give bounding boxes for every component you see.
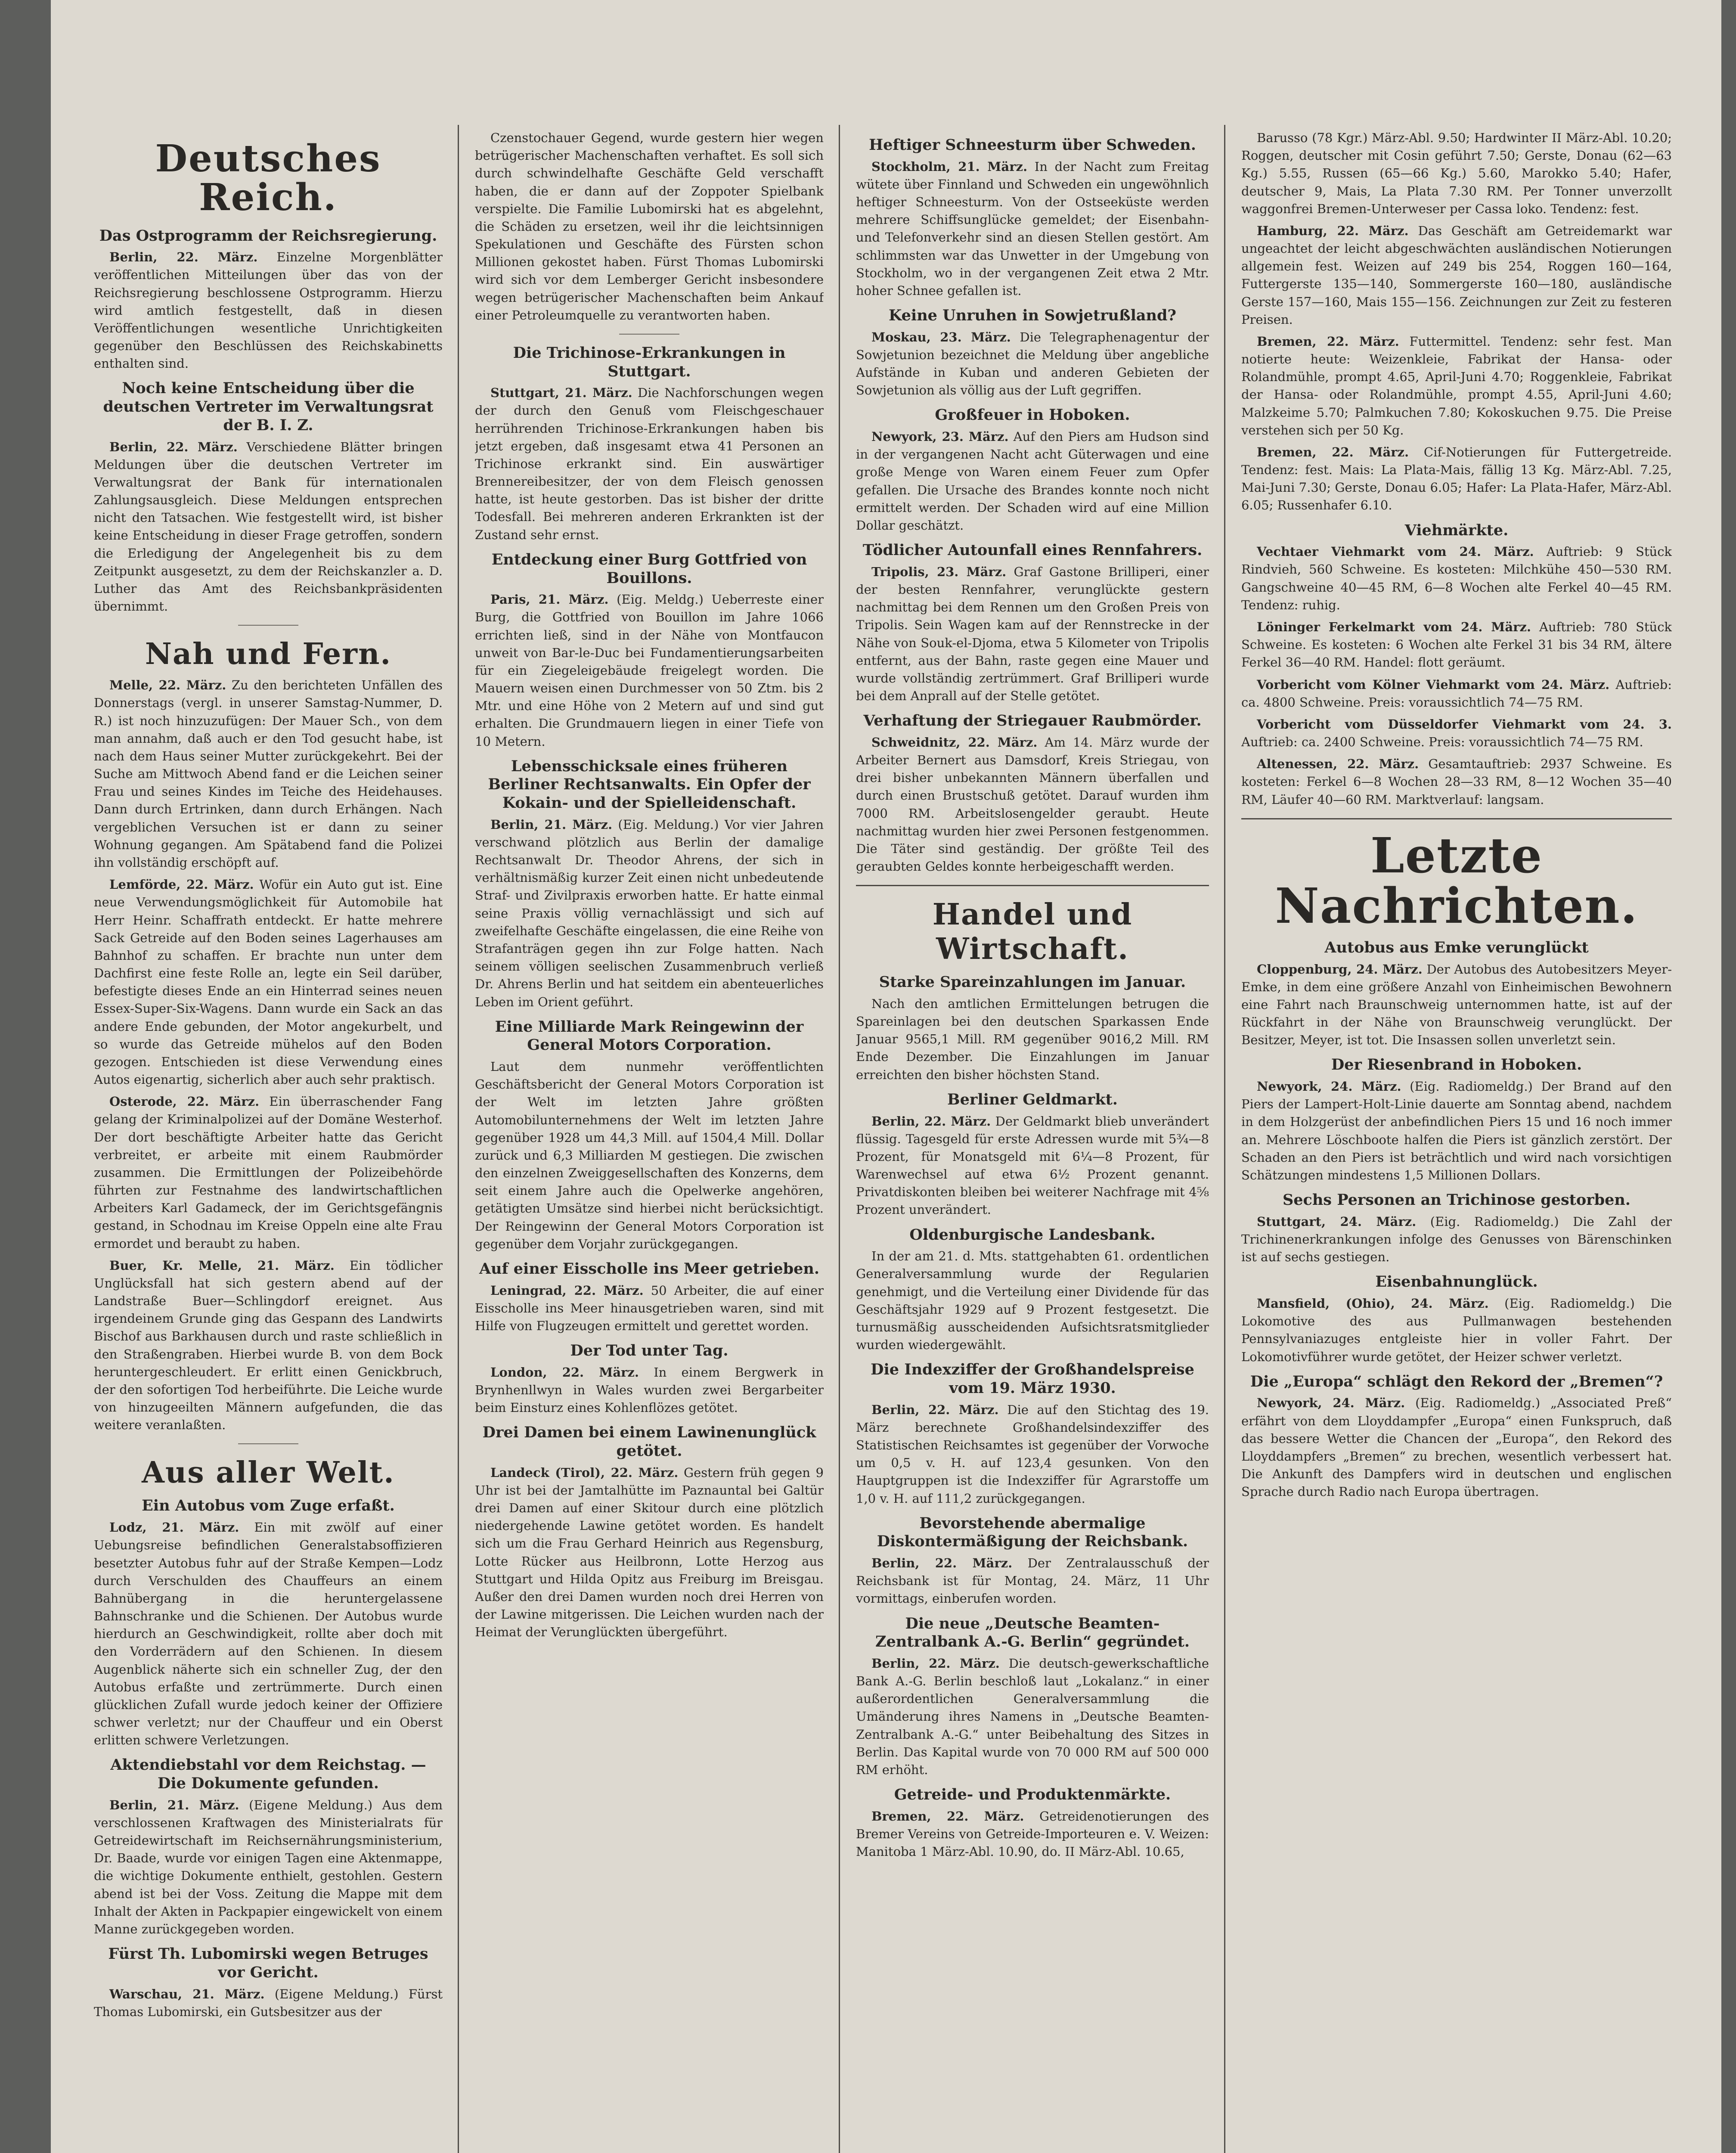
article-body: Der Zentralausschuß der Reichsbank ist für Montag, 24. März, 11 Uhr vormittags, einberufen worden. — [856, 1556, 1209, 1606]
dateline: Berlin, 21. März. — [490, 817, 613, 832]
article-body: Futtermittel. Tendenz: sehr fest. Man notierte heute: Weizenkleie, Fabrikat der Hansa- oder Rolandmühle, prompt 4.65, April-Juni 4.70; Roggenkleie, Fabrikat der Hansa- oder Rolandmühle, prompt 4.55, April-Juni 4.60; Malzkeime 5.70; Palmkuchen 7.80; Kokoskuchen 9.75. Die Preise verstehen sich per 50 Kg. — [1241, 334, 1672, 437]
dateline: Altenessen, 22. März. — [1257, 757, 1419, 772]
section-heading-deutsches-reich: Deutsches Reich. — [155, 137, 381, 220]
article-headline: Drei Damen bei einem Lawinenunglück getötet. — [482, 1424, 816, 1460]
article-headline: Sechs Personen an Trichinose gestorben. — [1283, 1191, 1631, 1209]
dateline: Newyork, 23. März. — [871, 429, 1009, 444]
article-text — [94, 248, 443, 372]
article-text — [1241, 1213, 1672, 1266]
article-body: Auf den Piers am Hudson sind in der vergangenen Nacht acht Güterwagen und eine große Menge von Waren einem Feuer zum Opfer gefallen. Die Ursache des Brandes konnte noch nicht ermittelt werden. Der Schaden wird auf eine Million Dollar geschätzt. — [856, 429, 1209, 533]
column-2 — [475, 129, 824, 2153]
article-text: Barusso (78 Kgr.) März-Abl. 9.50; Hardwinter II März-Abl. 10.20; Roggen, deutscher mit Cosin geführt 7.50; Gerste, Donau (62—63 Kg.) 5.55, Russen (65—66 Kg.) 5.60, Marokko 5.40; Hafer, deutscher 9, Mais, La Plata 7.30 RM. Per Tonner unverzollt waggonfrei Bremen-Unterweser per Cassa loko. Tendenz: fest. — [1241, 130, 1672, 216]
article-body: Ein tödlicher Unglücksfall hat sich gestern abend auf der Landstraße Buer—Schlingdorf ereignet. Aus irgendeinem Grunde ging das Gespann des Landwirts Bischof aus Barkhausen durch und raste schließlich in den Straßengraben. Hierbei wurde B. von dem Bock heruntergeschleudert. Er erlitt einen Genickbruch, der den sofortigen Tod herbeiführte. Die Leiche wurde von hinzugeeilten Männern aufgefunden, die das weitere veranlaßten. — [94, 1258, 443, 1433]
dateline: Vorbericht vom Düsseldorfer Viehmarkt vom 24. 3. — [1257, 717, 1672, 732]
article-headline: Bevorstehende abermalige Diskontermäßigung der Reichsbank. — [877, 1514, 1188, 1551]
article-body: Gestern früh gegen 9 Uhr ist bei der Jamtalhütte im Paznauntal bei Galtür drei Damen auf einer Skitour durch eine plötzlich niedergehende Lawine getötet worden. Es handelt sich um die Frau Gerhard Heinrich aus Regensburg, Lotte Rücker aus Heilbronn, Lotte Herzog aus Stuttgart und Hilda Opitz aus Freiburg im Breisgau. Außer den drei Damen wurden noch drei Herren von der Lawine mitgerissen. Die Leichen wurden nach der Heimat der Verunglückten übergeführt. — [475, 1465, 824, 1640]
article-text — [856, 734, 1209, 875]
article-body: (Eig. Radiomeldg.) „Associated Preß“ erfährt von dem Lloyddampfer „Europa“ einen Funkspruch, daß das bessere Wetter die Chancen der „Europa“, den Rekord des Lloyddampfers „Bremen“ zu brechen, wesentlich verbessert hat. Die Ankunft des Dampfers wird in deutschen und englischen Sprache durch Radio nach Europa übertragen. — [1241, 1396, 1672, 1499]
dateline: Mansfield, (Ohio), 24. März. — [1257, 1296, 1489, 1311]
article-headline: Der Riesenbrand in Hoboken. — [1331, 1056, 1582, 1074]
article-text — [856, 1113, 1209, 1219]
article-body: Die auf den Stichtag des 19. März berechnete Großhandelsindexziffer des Statistischen Reichsamtes ist gegenüber der Vorwoche um 0,5 v. H. auf 123,4 gesunken. Von den Hauptgruppen ist die Indexziffer für Agrarstoffe um 1,0 v. H. auf 111,2 zurückgegangen. — [856, 1402, 1209, 1506]
dateline: Stuttgart, 21. März. — [490, 385, 632, 400]
article-text — [475, 1364, 824, 1417]
dateline: Berlin, 22. März. — [871, 1556, 1013, 1571]
article-body: Gesamtauftrieb: 2937 Schweine. Es kosteten: Ferkel 6—8 Wochen 28—33 RM, 8—12 Wochen 35—40 RM, Läufer 40—60 RM. Marktverlauf: langsam. — [1241, 757, 1672, 807]
article-body: Getreidenotierungen des Bremer Vereins von Getreide-Importeuren e. V. Weizen: Manitoba 1 März-Abl. 10.90, do. II März-Abl. 10.65, — [856, 1809, 1209, 1859]
article-headline: Getreide- und Produktenmärkte. — [894, 1786, 1171, 1804]
article-body: (Eigene Meldung.) Fürst Thomas Lubomirski, ein Gutsbesitzer aus der — [94, 1986, 443, 2019]
article-text — [856, 428, 1209, 534]
dateline: Vechtaer Viehmarkt vom 24. März. — [1257, 544, 1534, 559]
article-body: Die deutsch-gewerkschaftliche Bank A.-G. Berlin beschloß laut „Lokalanz.“ in einer außerordentlichen Generalversammlung die Umänderung ihres Namens in „Deutsche Beamten-Zentralbank A.-G.“ unter Beibehaltung des Sitzes in Berlin. Das Kapital wurde von 70 000 RM auf 500 000 RM erhöht. — [856, 1656, 1209, 1777]
article-headline: Noch keine Entscheidung über die deutschen Vertreter im Verwaltungsrat der B. I. Z. — [103, 379, 434, 434]
article-headline: Lebensschicksale eines früheren Berliner Rechtsanwalts. Ein Opfer der Kokain- und der Spielleidenschaft. — [488, 757, 811, 812]
article-body: 50 Arbeiter, die auf einer Eisscholle ins Meer hinausgetrieben waren, sind mit Hilfe von Flugzeugen ermittelt und gerettet worden. — [475, 1283, 824, 1333]
article-body: In der Nacht zum Freitag wütete über Finnland und Schweden ein ungewöhnlich heftiger Schneesturm. Von der Ostseeküste werden mehrere Schiffsunglücke gemeldet; der Eisenbahn- und Telefonverkehr sind an diesen Stellen gestört. Am schlimmsten war das Unwetter in der Umgebung von Stockholm, wo in der vergangenen Zeit etwa 2 Mtr. hoher Schnee gefallen ist. — [856, 159, 1209, 298]
article-text — [856, 1554, 1209, 1608]
dateline: Bremen, 22. März. — [871, 1809, 1024, 1824]
dateline: Schweidnitz, 22. März. — [871, 735, 1038, 750]
article-text — [475, 1282, 824, 1335]
column-4 — [1241, 129, 1672, 2153]
article-headline: Viehmärkte. — [1404, 521, 1509, 539]
article-body: Graf Gastone Brilliperi, einer der besten Rennfahrer, verunglückte gestern nachmittag bei dem Rennen um den Großen Preis von Tripolis. Sein Wagen kam auf der Rennstrecke in der Nähe von Souk-el-Djoma, etwa 5 Kilometer von Tripolis entfernt, aus der Bahn, raste gegen eine Mauer und wurde vollständig zertrümmert. Graf Brilliperi wurde bei dem Anprall auf der Stelle getötet. — [856, 564, 1209, 704]
article-headline: Aktendiebstahl vor dem Reichstag. — Die Dokumente gefunden. — [110, 1756, 426, 1793]
article-body: Die Nachforschungen wegen der durch den Genuß vom Fleischgeschauer herrührenden Trichinose-Erkrankungen haben bis jetzt ergeben, daß insgesamt etwa 41 Personen an Trichinose erkrankt sind. Ein auswärtiger Brennereibesitzer, der von dem Fleisch genossen hatte, ist heute gestorben. Das ist bisher der dritte Todesfall. Bei mehreren anderen Erkrankten ist der Zustand sehr ernst. — [475, 385, 824, 542]
article-text — [94, 1796, 443, 1938]
article-headline: Fürst Th. Lubomirski wegen Betruges vor Gericht. — [108, 1945, 428, 1981]
separator — [238, 1443, 298, 1444]
article-headline: Ein Autobus vom Zuge erfaßt. — [142, 1497, 395, 1515]
article-text — [1241, 1394, 1672, 1501]
article-text — [94, 876, 443, 1089]
article-text — [94, 1257, 443, 1434]
article-body: Verschiedene Blätter bringen Meldungen über die deutschen Vertreter im Verwaltungsrat der Bank für internationalen Zahlungsausgleich. Diese Meldungen entsprechen nicht den Tatsachen. Wie festgestellt wird, ist bisher keine Entscheidung in dieser Frage getroffen, sondern die Erledigung der Angelegenheit bis zu dem Zeitpunkt ausgesetzt, zu dem der Reichskanzler a. D. Luther das Amt des Reichsbankpräsidenten übernimmt. — [94, 439, 443, 614]
article-headline: Berliner Geldmarkt. — [947, 1090, 1118, 1108]
article-body: Am 14. März wurde der Arbeiter Bernert aus Damsdorf, Kreis Striegau, von drei bisher unbekannten Männern überfallen und durch einen Brustschuß getötet. Darauf wurden ihm 7000 RM. Arbeitslosengelder geraubt. Heute nachmittag wurden hier zwei Personen festgenommen. Die Täter sind geständig. Der größte Teil des geraubten Geldes konnte herbeigeschafft werden. — [856, 735, 1209, 874]
article-body: (Eig. Meldung.) Vor vier Jahren verschwand plötzlich aus Berlin der damalige Rechtsanwalt Dr. Theodor Ahrens, der sich in verhältnismäßig kurzer Zeit einen nicht unbedeutende Straf- und Zivilpraxis erworben hatte. Er hatte einmal seine Praxis völlig vernachlässigt und sich auf zweifelhafte Geschäfte eingelassen, die eine Reihe von Strafanträgen gegen ihn zur Folge hatten. Nach seinem völligen seelischen Zusammenbruch verließ Dr. Ahrens Berlin und hat seitdem ein abenteuerliches Leben im Orient geführt. — [475, 817, 824, 1009]
article-headline: Großfeuer in Hoboken. — [935, 406, 1130, 424]
article-headline: Starke Spareinzahlungen im Januar. — [879, 973, 1186, 991]
article-text: In der am 21. d. Mts. stattgehabten 61. ordentlichen Generalversammlung wurde der Regularien genehmigt, und die Verteilung einer Dividende für das Geschäftsjahr 1929 auf 9 Prozent festgesetzt. Die turnusmäßig ausscheidenden Aufsichtsratsmitglieder wurden wiedergewählt. — [856, 1249, 1209, 1353]
article-body: (Eig. Meldg.) Ueberreste einer Burg, die Gottfried von Bouillon im Jahre 1066 errichten ließ, sind in der Nähe von Montfaucon unweit von Bar-le-Duc bei Fundamentierungsarbeiten für ein Ziegeleigebäude freigelegt worden. Die Mauern weisen einen Durchmesser von 50 Ztm. bis 2 Mtr. und eine Höhe von 2 Metern auf und sind gut erhalten. Die Grundmauern liegen in einer Tiefe von 10 Metern. — [475, 592, 824, 749]
dateline: Bremen, 22. März. — [1257, 444, 1409, 459]
dateline: Tripolis, 23. März. — [871, 564, 1007, 579]
article-text — [94, 438, 443, 616]
dateline: Lodz, 21. März. — [109, 1520, 239, 1535]
dateline: Berlin, 22. März. — [871, 1402, 999, 1417]
dateline: Berlin, 21. März. — [109, 1797, 239, 1812]
article-body: (Eigene Meldung.) Aus dem verschlossenen Kraftwagen des Ministerialrats für Getreidewirtschaft im Reichsernährungsministerium, Dr. Baade, wurde vor einigen Tagen eine Aktenmappe, die wichtige Dokumente enthielt, gestohlen. Gestern abend ist bei der Voss. Zeitung die Mappe mit dem Inhalt der Akten in Packpapier eingewickelt von einem Manne zurückgegeben worden. — [94, 1797, 443, 1936]
article-text — [856, 1655, 1209, 1779]
section-heading-handel-und-wirtschaft: Handel und Wirtschaft. — [932, 897, 1133, 967]
article-text — [1241, 1078, 1672, 1184]
article-text — [1241, 961, 1672, 1049]
article-text — [475, 384, 824, 544]
dateline: Melle, 22. März. — [109, 678, 226, 693]
article-text: Laut dem nunmehr veröffentlichten Geschäftsbericht der General Motors Corporation ist der Welt im letzten Jahre größten Automobilunternehmens der Welt im letzten Jahre gegenüber 1928 um 44,3 Mill. auf 1504,4 Mill. Dollar zurück und 6,3 Milliarden M gestiegen. Die zwischen den einzelnen Zweiggesellschaften des Konzerns, dem seit einem Jahre auch die Opelwerke angehören, getätigten Umsätze sind hierbei nicht berücksichtigt. Der Reingewinn der General Motors Corporation ist gegenüber dem Vorjahr zurückgegangen. — [475, 1059, 824, 1251]
article-headline: Keine Unruhen in Sowjetrußland? — [889, 307, 1176, 325]
article-text — [475, 591, 824, 751]
dateline: Newyork, 24. März. — [1257, 1079, 1401, 1094]
section-heading-letzte-nachrichten: Letzte Nachrichten. — [1275, 827, 1638, 935]
article-headline: Die neue „Deutsche Beamten-Zentralbank A.-G. Berlin“ gegründet. — [875, 1614, 1190, 1651]
article-body: In einem Bergwerk in Brynhenllwyn in Wales wurden zwei Bergarbeiter beim Einsturz eines Kohlenflözes getötet. — [475, 1365, 824, 1415]
article-text — [94, 676, 443, 872]
column-3 — [856, 129, 1209, 2153]
article-body: Ein überraschender Fang gelang der Kriminalpolizei auf der Domäne Westerhof. Der dort beschäftigte Arbeiter hatte das Gericht verbreitet, er arbeite mit einem Raubmörder zusammen. Die Ermittlungen der Polizeibehörde führten zur Festnahme des landwirtschaftlichen Arbeiters Karl Gadameck, der im Gerichtsgefängnis gestand, in Schodnau im Kreise Oppeln eine alte Frau ermordet und beraubt zu haben. — [94, 1094, 443, 1251]
dateline: Berlin, 22. März. — [871, 1114, 991, 1129]
article-headline: Tödlicher Autounfall eines Rennfahrers. — [862, 541, 1203, 559]
section-divider — [856, 885, 1209, 886]
article-headline: Eine Milliarde Mark Reingewinn der General Motors Corporation. — [495, 1018, 804, 1054]
article-body: Das Geschäft am Getreidemarkt war ungeachtet der leicht abgeschwächten ausländischen Notierungen allgemein fest. Weizen auf 249 bis 254, Roggen 160—164, Futtergerste 135—140, Sommergerste 160—180, ausländische Gerste 157—160, Mais 155—156. Zeichnungen zur Zeit zu festeren Preisen. — [1241, 223, 1672, 327]
article-body: Einzelne Morgenblätter veröffentlichen Mitteilungen über das von der Reichsregierung beschlossene Ostprogramm. Hierzu wird amtlich festgestellt, daß in diesen Veröffentlichungen wesentliche Unrichtigkeiten gegenüber den Beschlüssen des Reichskabinetts enthalten sind. — [94, 250, 443, 371]
article-text — [94, 1985, 443, 2021]
dateline: Bremen, 22. März. — [1257, 334, 1399, 349]
section-heading-aus-aller-welt: Aus aller Welt. — [142, 1455, 395, 1490]
dateline: Buer, Kr. Melle, 21. März. — [109, 1258, 335, 1273]
column-1 — [94, 129, 443, 2153]
article-text — [1241, 444, 1672, 515]
article-headline: Autobus aus Emke verunglückt — [1324, 938, 1589, 956]
article-text — [1241, 543, 1672, 614]
article-text — [1241, 222, 1672, 329]
article-text — [856, 1401, 1209, 1508]
article-body: Der Geldmarkt blieb unverändert flüssig. Tagesgeld für erste Adressen wurde mit 5¾—8 Prozent, für Monatsgeld mit 6¼—8 Prozent, für Warenwechsel auf etwa 6½ Prozent genannt. Privatdiskonten bleiben bei weiterer Nachfrage mit 4⅝ Prozent unverändert. — [856, 1114, 1209, 1217]
article-text — [856, 329, 1209, 400]
article-headline: Eisenbahnunglück. — [1375, 1273, 1538, 1291]
article-body: Ein mit zwölf auf einer Uebungsreise befindlichen Generalstabsoffizieren besetzter Autobus fuhr auf der Straße Kempen—Lodz durch Verschulden des Chauffeurs an einem Bahnübergang in die heruntergelassene Bahnschranke und die Schienen. Der Autobus wurde hierdurch an Geschwindigkeit, rollte aber doch mit den Vorderrädern auf den Schienen. In diesem Augenblick näherte sich ein schneller Zug, der den Autobus erfaßte und zertrümmerte. Durch einen glücklichen Zufall wurde jedoch keiner der Offiziere schwer verletzt; nur der Chauffeur und ein Oberst erlitten schwere Verletzungen. — [94, 1520, 443, 1748]
article-headline: Der Tod unter Tag. — [570, 1342, 728, 1360]
dateline: Landeck (Tirol), 22. März. — [490, 1465, 679, 1480]
dateline: Stockholm, 21. März. — [871, 159, 1028, 174]
column-rule — [839, 125, 840, 2153]
article-body: Cif-Notierungen für Futtergetreide. Tendenz: fest. Mais: La Plata-Mais, fällig 13 Kg. März-Abl. 7.25, Mai-Juni 7.30; Gerste, Donau 6.05; Hafer: La Plata-Hafer, März-Abl. 6.05; Russenhafer 6.10. — [1241, 444, 1672, 513]
dateline: Hamburg, 22. März. — [1257, 223, 1409, 238]
column-rule — [1224, 125, 1225, 2153]
separator — [619, 334, 679, 335]
dateline: Stuttgart, 24. März. — [1257, 1214, 1417, 1229]
article-headline: Oldenburgische Landesbank. — [909, 1225, 1156, 1244]
column-rule — [458, 125, 459, 2153]
dateline: Lemförde, 22. März. — [109, 877, 254, 892]
article-headline: Die Trichinose-Erkrankungen in Stuttgart. — [513, 344, 786, 380]
article-text — [94, 1519, 443, 1749]
dateline: Berlin, 22. März. — [871, 1656, 1000, 1671]
article-text — [1241, 618, 1672, 672]
dateline: Berlin, 22. März. — [109, 439, 238, 454]
article-body: (Eig. Radiomeldg.) Die Lokomotive des aus Pullmanwagen bestehenden Pennsylvaniazuges entgleiste hier in voller Fahrt. Der Lokomotivführer wurde getötet, der Heizer schwer verletzt. — [1241, 1296, 1672, 1364]
article-text — [856, 563, 1209, 705]
section-divider — [1241, 818, 1672, 819]
article-text — [856, 158, 1209, 300]
article-body: (Eig. Radiomeldg.) Die Zahl der Trichinenerkrankungen infolge des Genusses von Bärenschinken ist auf sechs gestiegen. — [1241, 1214, 1672, 1265]
dateline: Berlin, 22. März. — [109, 250, 258, 265]
dateline: Leningrad, 22. März. — [490, 1283, 644, 1298]
dateline: Vorbericht vom Kölner Viehmarkt vom 24. März. — [1257, 677, 1610, 692]
dateline: Paris, 21. März. — [490, 592, 609, 607]
article-headline: Auf einer Eisscholle ins Meer getrieben. — [479, 1260, 820, 1278]
dateline: Löninger Ferkelmarkt vom 24. März. — [1257, 619, 1531, 634]
article-headline: Verhaftung der Striegauer Raubmörder. — [863, 712, 1202, 730]
article-text — [475, 1464, 824, 1641]
article-body: Der Autobus des Autobesitzers Meyer-Emke, in dem eine größere Anzahl von Einheimischen Bewohnern eine Fahrt nach Braunschweig unternommen hatte, ist auf der Rückfahrt in der Nähe von Braunschweig verunglückt. Der Besitzer, Meyer, ist tot. Die Insassen sollen unverletzt sein. — [1241, 962, 1672, 1048]
article-headline: Die Indexziffer der Großhandelspreise vom 19. März 1930. — [871, 1361, 1194, 1397]
newspaper-page — [51, 0, 1721, 2153]
article-text — [1241, 333, 1672, 439]
article-body: Auftrieb: 9 Stück Rindvieh, 560 Schweine. Es kosteten: Milchkühe 450—530 RM. Gangschweine 40—45 RM, 6—8 Wochen alte Ferkel 40—45 RM. Tendenz: ruhig. — [1241, 544, 1672, 612]
article-body: Wofür ein Auto gut ist. Eine neue Verwendungsmöglichkeit für Automobile hat Herr Heinr. Schaffrath entdeckt. Er hatte mehrere Sack Getreide auf den Boden seines Lagerhauses am Bahnhof zu schaffen. Er brachte nun unter dem Dachfirst eine feste Rolle an, legte ein Seil darüber, befestigte dieses Ende an ein Hinterrad seines neuen Essex-Super-Six-Wagens. Dann wurde ein Sack an das andere Ende gebunden, der Motor angekurbelt, und so wurde das Getreide mühelos auf den Boden gezogen. Entschieden ist diese Verwendung eines Autos eigenartig, sicherlich aber auch sehr praktisch. — [94, 877, 443, 1087]
article-text — [475, 816, 824, 1011]
dateline: London, 22. März. — [490, 1365, 639, 1380]
section-heading-nah-und-fern: Nah und Fern. — [145, 637, 392, 672]
article-body: Auftrieb: 780 Stück Schweine. Es kosteten: 6 Wochen alte Ferkel 31 bis 34 RM, ältere Ferkel 36—40 RM. Handel: flott geräumt. — [1241, 619, 1672, 670]
dateline: Osterode, 22. März. — [109, 1094, 260, 1109]
dateline: Warschau, 21. März. — [109, 1986, 265, 2001]
article-body: (Eig. Radiomeldg.) Der Brand auf den Piers der Lampert-Holt-Linie dauerte am Sonntag abend, nachdem in dem Holzgerüst der anbefindlichen Piers 15 und 16 noch immer an. Mehrere Löschboote halfen die Piers ist gänzlich zerstört. Der Schaden an den Piers ist beträchtlich und wird nach vorsichtigen Schätzungen mindestens 1,5 Millionen Dollars. — [1241, 1079, 1672, 1182]
article-body: Die Telegraphenagentur der Sowjetunion bezeichnet die Meldung über angebliche Aufstände in Kuban und anderen Gebieten der Sowjetunion als völlig aus der Luft gegriffen. — [856, 329, 1209, 398]
article-text: Nach den amtlichen Ermittelungen betrugen die Spareinlagen bei den deutschen Sparkassen Ende Januar 9565,1 Mill. RM gegenüber 9016,2 Mill. RM Ende Dezember. Die Einzahlungen im Januar erreichten den bisher höchsten Stand. — [856, 996, 1209, 1082]
article-text — [1241, 1295, 1672, 1366]
dateline: Cloppenburg, 24. März. — [1257, 962, 1423, 977]
article-text — [1241, 716, 1672, 751]
separator — [238, 625, 298, 626]
dateline: Newyork, 24. März. — [1257, 1396, 1405, 1411]
dateline: Moskau, 23. März. — [871, 329, 1011, 344]
article-text — [94, 1093, 443, 1253]
article-text — [1241, 755, 1672, 809]
article-body: Zu den berichteten Unfällen des Donnerstags (vergl. in unserer Samstag-Nummer, D. R.) ist noch hinzuzufügen: Der Mauer Sch., von dem man annahm, daß auch er den Tod gesucht habe, ist nach dem Haus seiner Mutter zurückgekehrt. Bei der Suche am Mittwoch Abend fand er die Leichen seiner Frau und seines Kindes im Teiche des Heidehauses. Dann durch Ertrinken, dann durch Erhängen. Nach vergeblichen Versuchen ist er dann zu seiner Wohnung gegangen. Am Spätabend fand die Polizei ihn vollständig erschöpft auf. — [94, 678, 443, 870]
article-headline: Heftiger Schneesturm über Schweden. — [869, 136, 1196, 154]
article-body: Auftrieb: ca. 2400 Schweine. Preis: voraussichtlich 74—75 RM. — [1241, 735, 1643, 750]
article-text: Czenstochauer Gegend, wurde gestern hier wegen betrügerischer Machenschaften verhaftet. Es soll sich durch schwindelhafte Geschäfte Geld verschafft haben, die er dann auf der Zoppoter Spielbank verspielte. Die Familie Lubomirski hat es abgelehnt, die Schäden zu ersetzen, weil ihr die leichtsinnigen Spekulationen und Geschäfte des Fürsten schon Millionen gekostet haben. Fürst Thomas Lubomirski wird sich vor dem Lemberger Gericht insbesondere wegen betrügerischer Machenschaften beim Ankauf einer Petroleumquelle zu verantworten haben. — [475, 130, 824, 323]
article-text — [856, 1808, 1209, 1861]
article-headline: Entdeckung einer Burg Gottfried von Bouillons. — [491, 550, 807, 587]
article-text — [1241, 676, 1672, 711]
article-headline: Das Ostprogramm der Reichsregierung. — [99, 226, 437, 245]
article-headline: Die „Europa“ schlägt den Rekord der „Bremen“? — [1250, 1372, 1663, 1390]
article-body: Auftrieb: ca. 4800 Schweine. Preis: voraussichtlich 74—75 RM. — [1241, 677, 1672, 710]
